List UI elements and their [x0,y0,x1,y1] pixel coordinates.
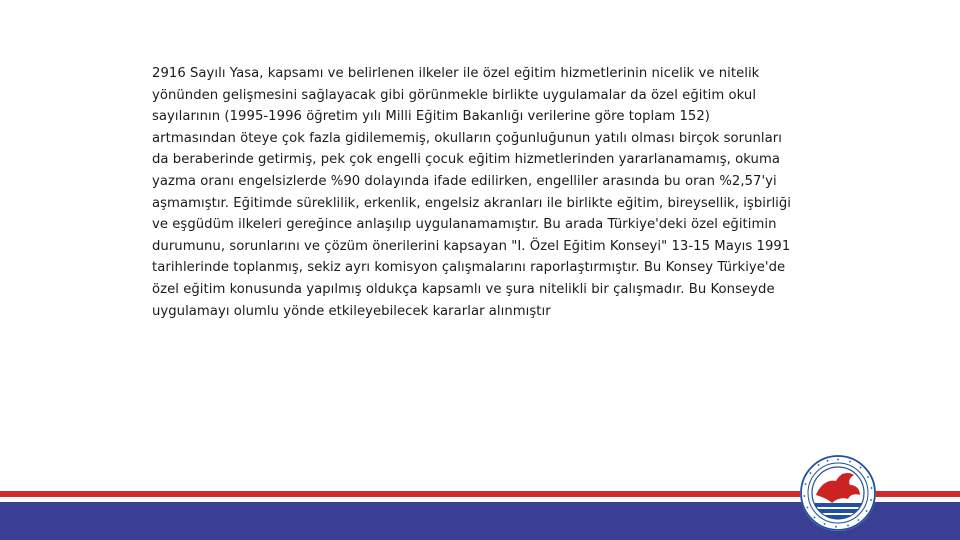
university-seal-icon [796,451,880,535]
body-paragraph: 2916 Sayılı Yasa, kapsamı ve belirlenen ilkeler ile özel eğitim hizmetlerinin nicelik ve nitelik yönünden gelişmesini sağlayacak gibi görünmekle birlikte uygulamalar da özel eğitim okul sayılarının (1995-1996 öğretim yılı Milli Eğitim Bakanlığı verilerine göre toplam 152) artmasından öteye çok fazla gidilememiş, okulların çoğunluğunun yatılı olması birçok sorunları da beraberinde getirmiş, pek çok engelli çocuk eğitim hizmetlerinden yararlanamamış, okuma yazma oranı engelsizlerde %90 dolayında ifade edilirken, engelliler arasında bu oran %2,57'yi aşmamıştır. Eğitimde süreklilik, erkenlik, engelsiz akranları ile birlikte eğitim, bireysellik, işbirliği ve eşgüdüm ilkeleri gereğince anlaşılıp uygulanamamıştır. Bu arada Türkiye'deki özel eğitimin durumunu, sorunlarını ve çözüm önerilerini kapsayan "I. Özel Eğitim Konseyi" 13-15 Mayıs 1991 tarihlerinde toplanmış, sekiz ayrı komisyon çalışmalarını raporlaştırmıştır. Bu Konsey Türkiye'de özel eğitim konusunda yapılmış oldukça kapsamlı ve şura nitelikli bir çalışmadır. Bu Konseyde uygulamayı olumlu yönde etkileyebilecek kararlar alınmıştır [152,66,792,319]
